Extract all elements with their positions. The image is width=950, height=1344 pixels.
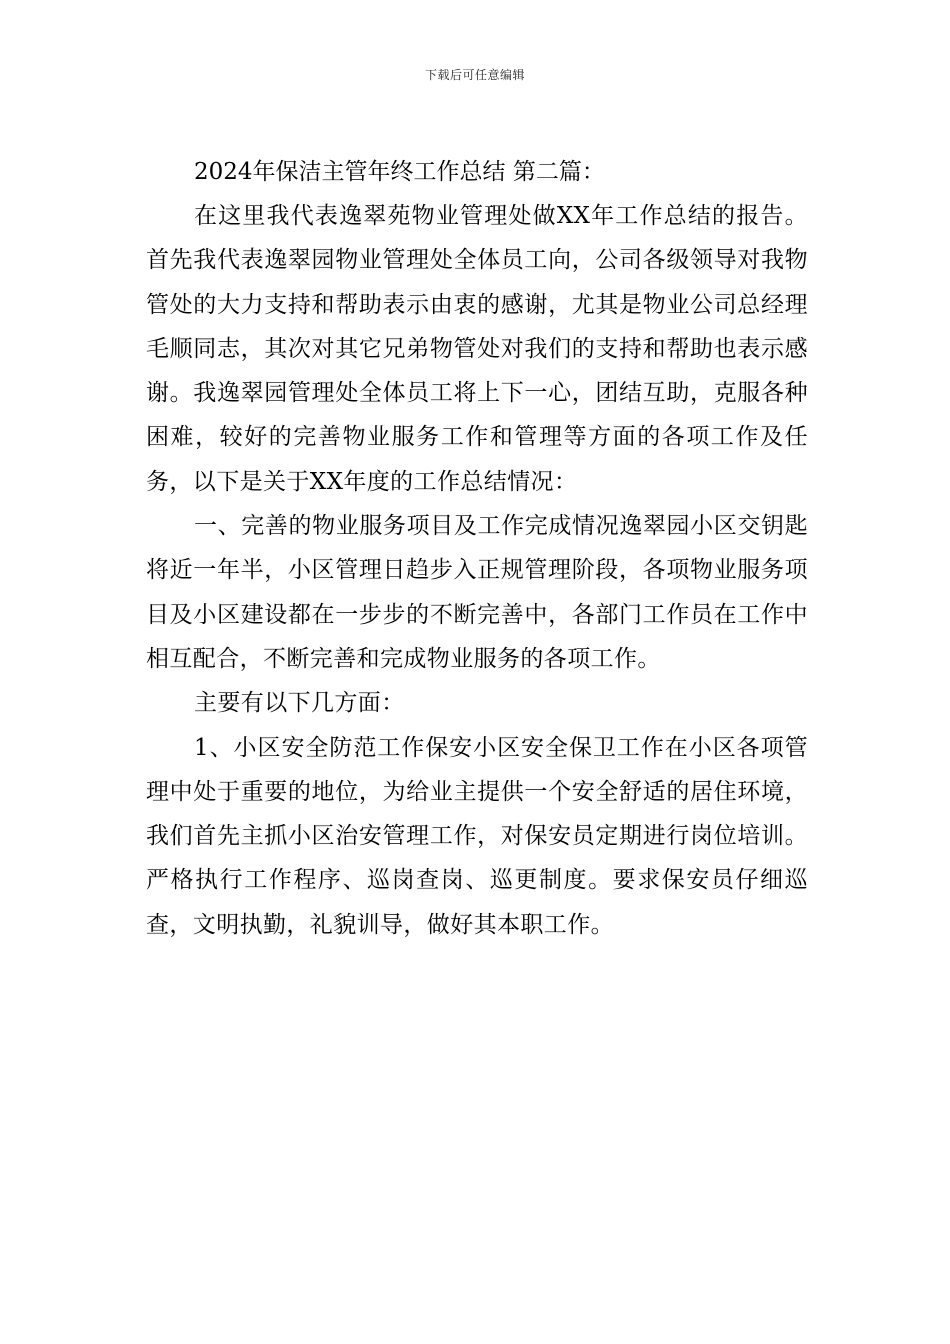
document-body (146, 150, 808, 947)
page-header-note: 下载后可任意编辑 (424, 68, 525, 82)
paragraph-main-aspects: 主要有以下几方面： (194, 690, 405, 717)
document-title: 2024年保洁主管年终工作总结 第二篇： (194, 159, 605, 185)
paragraph-section-one: 一、完善的物业服务项目及工作完成情况逸翠园小区交钥匙将近一年半，小区管理日趋步入正规管理阶段，各项物业服务项目及小区建设都在一步步的不断完善中，各部门工作员在工作中相互配合，不断完善和完成物业服务的各项工作。 (146, 513, 808, 672)
paragraph-intro: 在这里我代表逸翠苑物业管理处做XX年工作总结的报告。首先我代表逸翠园物业管理处全体员工向，公司各级领导对我物管处的大力支持和帮助表示由衷的感谢，尤其是物业公司总经理毛顺同志，其次对其它兄弟物管处对我们的支持和帮助也表示感谢。我逸翠园管理处全体员工将上下一心，团结互助，克服各种困难，较好的完善物业服务工作和管理等方面的各项工作及任务，以下是关于XX年度的工作总结情况： (146, 203, 808, 495)
paragraph-security: 1、小区安全防范工作保安小区安全保卫工作在小区各项管理中处于重要的地位，为给业主提供一个安全舒适的居住环境，我们首先主抓小区治安管理工作，对保安员定期进行岗位培训。严格执行工作程序、巡岗查岗、巡更制度。要求保安员仔细巡查，文明执勤，礼貌训导，做好其本职工作。 (146, 734, 808, 938)
